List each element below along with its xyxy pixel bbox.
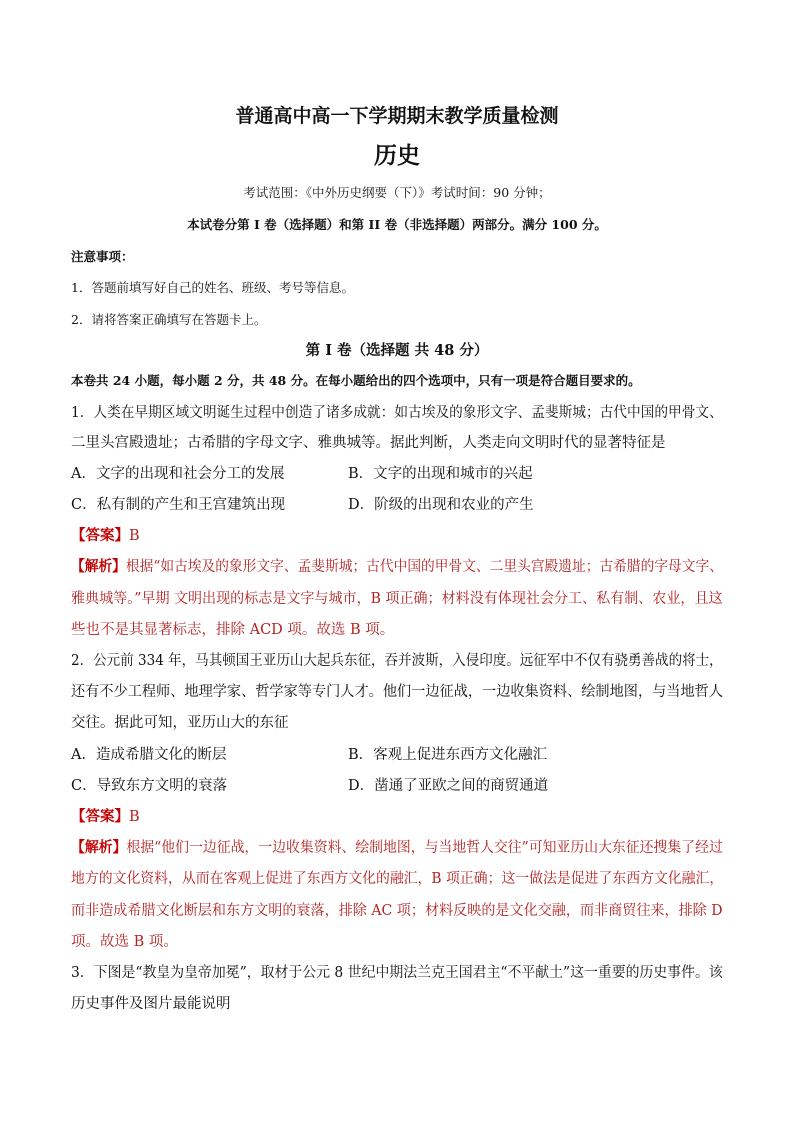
exam-composition: 本试卷分第 I 卷（选择题）和第 II 卷（非选择题）两部分。满分 100 分。 [187,217,607,232]
analysis-text: 些也不是其显著标志，排除 ACD 项。故选 B 项。 [71,622,395,638]
analysis-text: 根据“他们一边征战，一边收集资料、绘制地图，与当地哲人交往”可知亚历山大东征还搜集了经过 [126,840,723,856]
section-title: 第 I 卷（选择题 共 48 分） [305,342,489,359]
option-b: B．客观上促进东西方文化融汇 [348,747,548,763]
question-stem: 1．人类在早期区域文明诞生过程中创造了诸多成就：如古埃及的象形文字、孟斐斯城；古代中国的甲骨文、 [71,405,723,421]
answer-label: 【答案】 [71,808,129,825]
note-item: 2．请将答案正确填写在答题卡上。 [71,312,267,327]
option-c: C．私有制的产生和王宫建筑出现 [71,497,286,513]
question-stem: 交往。据此可知，亚历山大的东征 [71,715,289,731]
analysis-line [71,838,723,858]
option-d: D．凿通了亚欧之间的商贸通道 [348,778,549,794]
analysis-label: 【解析】 [71,558,126,575]
question-stem: 二里头宫殿遗址；古希腊的字母文字、雅典城等。据此判断，人类走向文明时代的显著特征是 [71,435,666,451]
option-a: A．文字的出现和社会分工的发展 [71,466,285,482]
question-stem: 还有不少工程师、地理学家、哲学家等专门人才。他们一边征战，一边收集资料、绘制地图，与当地哲人 [71,684,723,700]
analysis-text: 根据“如古埃及的象形文字、孟斐斯城；古代中国的甲骨文、二里头宫殿遗址；古希腊的字母文字、 [125,559,723,575]
option-a: A．造成希腊文化的断层 [71,747,227,763]
answer-line [71,526,140,546]
answer-value: B [129,809,140,825]
option-b: B．文字的出现和城市的兴起 [348,466,533,482]
option-d: D．阶级的出现和农业的产生 [348,497,534,513]
exam-title: 普通高中高一下学期期末教学质量检测 [235,105,559,127]
analysis-text: 项。故选 B 项。 [71,934,178,950]
analysis-text: 而非造成希腊文化断层和东方文明的衰落，排除 AC 项；材料反映的是文化交融，而非商贸往来，排除 D [71,903,723,919]
answer-value: B [129,528,140,544]
subject-title: 历史 [374,142,420,169]
analysis-line [71,557,723,577]
option-c: C．导致东方文明的衰落 [71,778,228,794]
note-item: 1．答题前填写好自己的姓名、班级、考号等信息。 [71,280,354,295]
question-stem: 2．公元前 334 年，马其顿国王亚历山大起兵东征，吞并波斯，入侵印度。远征军中不仅有骁勇善战的将士， [71,653,723,669]
analysis-label: 【解析】 [71,839,127,856]
exam-scope: 考试范围：《中外历史纲要（下）》考试时间：90 分钟； [243,185,551,200]
answer-line [71,807,140,827]
analysis-text: 地方的文化资料，从而在客观上促进了东西方文化的融汇，B 项正确；这一做法是促进了东西方文化融汇， [71,871,724,887]
notes-heading: 注意事项： [71,249,134,264]
question-stem: 3．下图是“教皇为皇帝加冕”，取材于公元 8 世纪中期法兰克王国君主“不平献土”这一重要的历史事件。该 [71,965,723,981]
section-instructions: 本卷共 24 小题，每小题 2 分，共 48 分。在每小题给出的四个选项中，只有一项是符合题目要求的。 [71,373,641,388]
question-stem: 历史事件及图片最能说明 [71,996,231,1012]
analysis-text: 雅典城等。”早期 文明出现的标志是文字与城市，B 项正确；材料没有体现社会分工、私有制、农业，且这 [71,591,723,607]
answer-label: 【答案】 [71,527,129,544]
